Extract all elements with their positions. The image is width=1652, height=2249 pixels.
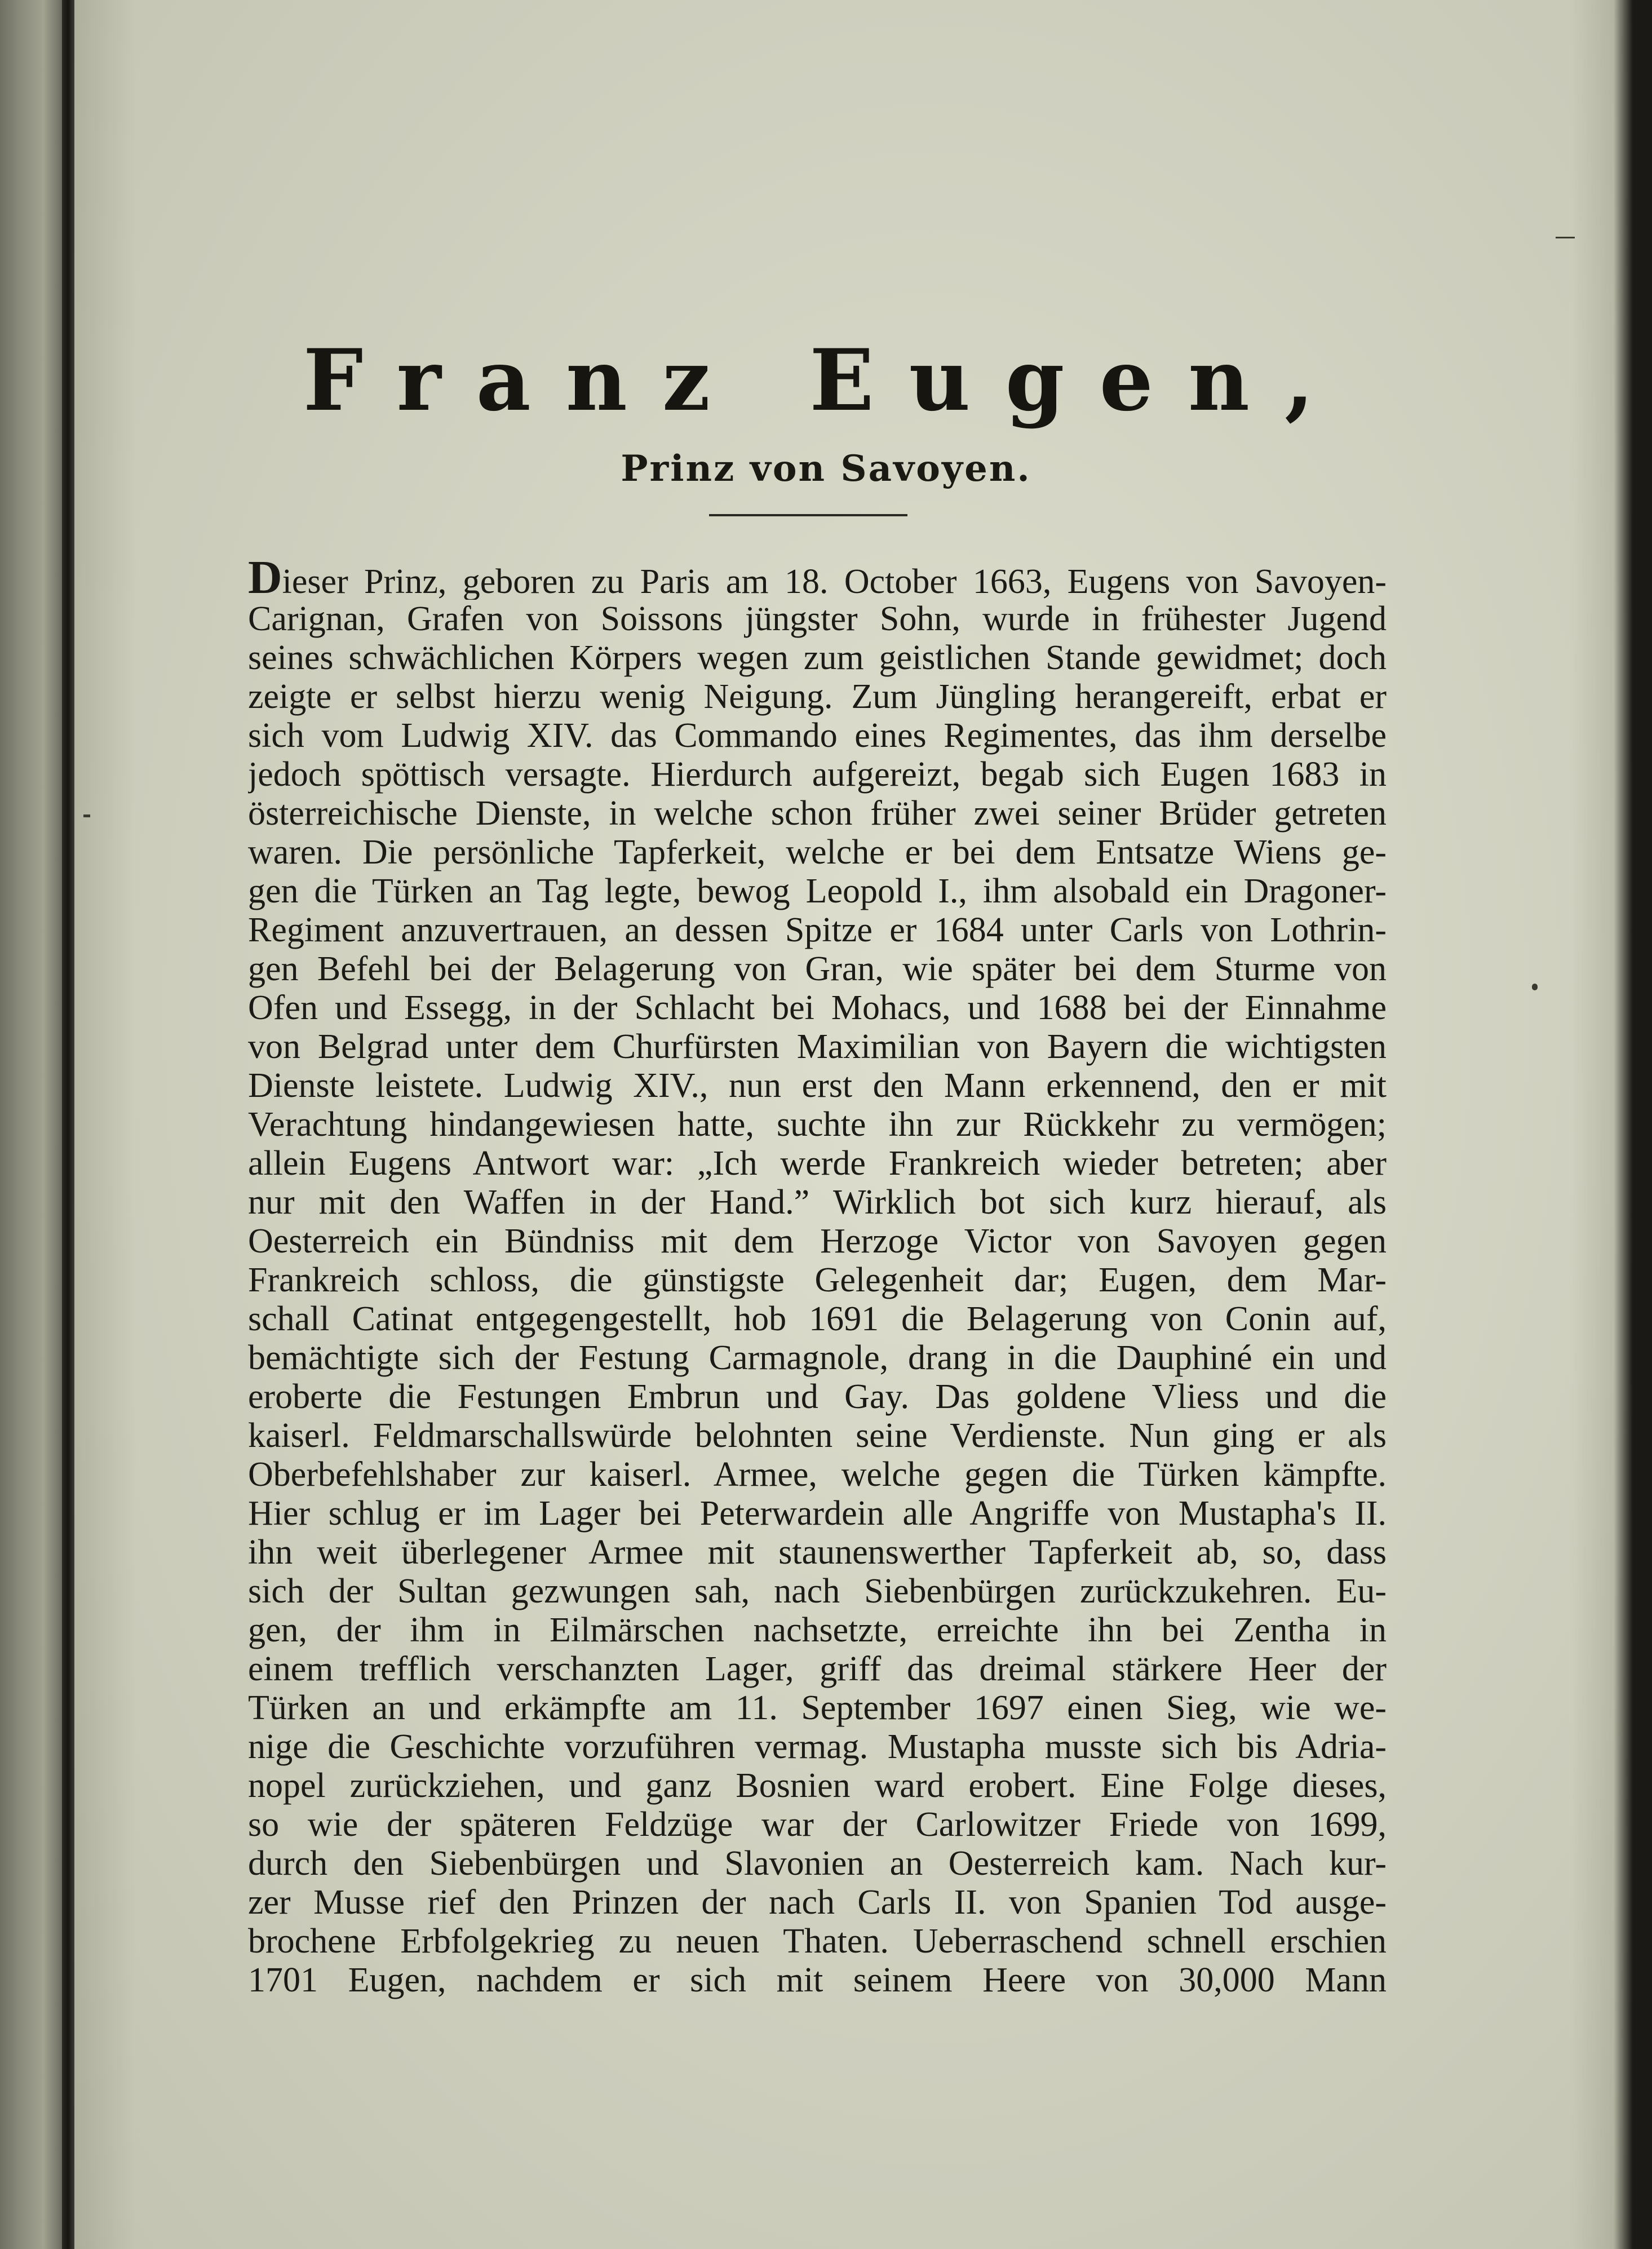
text-line: zeigte er selbst hierzu wenig Neigung. Zum Jüngling herangereift, erbat er — [248, 678, 1387, 716]
text-line: 1701 Eugen, nachdem er sich mit seinem Heere von 30,000 Mann — [248, 1961, 1387, 1999]
text-line: schall Catinat entgegengestellt, hob 1691 die Belagerung von Conin auf, — [248, 1300, 1387, 1338]
first-line-text: ieser Prinz, geboren zu Paris am 18. October 1663, Eugens von Savoyen- — [282, 563, 1387, 600]
text-line: kaiserl. Feldmarschallswürde belohnten seine Verdienste. Nun ging er als — [248, 1416, 1387, 1455]
text-line: bemächtigte sich der Festung Carmagnole, drang in die Dauphiné ein und — [248, 1339, 1387, 1377]
initial-letter: D — [248, 561, 282, 600]
text-line: waren. Die persönliche Tapferkeit, welche er bei dem Entsatze Wiens ge- — [248, 833, 1387, 871]
text-line: nopel zurückziehen, und ganz Bosnien ward erobert. Eine Folge dieses, — [248, 1767, 1387, 1805]
text-line: Verachtung hindangewiesen hatte, suchte ihn zur Rückkehr zu vermögen; — [248, 1105, 1387, 1144]
text-line-first — [248, 561, 1387, 600]
text-line: zer Musse rief den Prinzen der nach Carls II. von Spanien Tod ausge- — [248, 1883, 1387, 1922]
page-subtitle: Prinz von Savoyen. — [621, 448, 1031, 490]
text-line: Dienste leistete. Ludwig XIV., nun erst den Mann erkennend, den er mit — [248, 1066, 1387, 1105]
text-line: einem trefflich verschanzten Lager, griff das dreimal stärkere Heer der — [248, 1650, 1387, 1688]
text-line: seines schwächlichen Körpers wegen zum geistlichen Stande gewidmet; doch — [248, 639, 1387, 677]
text-line: sich der Sultan gezwungen sah, nach Siebenbürgen zurückzukehren. Eu- — [248, 1572, 1387, 1610]
text-line: nige die Geschichte vorzuführen vermag. Mustapha musste sich bis Adria- — [248, 1728, 1387, 1766]
text-line: Hier schlug er im Lager bei Peterwardein alle Angriffe von Mustapha's II. — [248, 1494, 1387, 1533]
text-line: sich vom Ludwig XIV. das Commando eines Regimentes, das ihm derselbe — [248, 716, 1387, 755]
text-line: Ofen und Essegg, in der Schlacht bei Mohacs, und 1688 bei der Einnahme — [248, 989, 1387, 1027]
margin-mark — [1556, 237, 1575, 238]
text-line: Regiment anzuvertrauen, an dessen Spitze er 1684 unter Carls von Lothrin- — [248, 911, 1387, 949]
text-line: nur mit den Waffen in der Hand.” Wirklich bot sich kurz hierauf, als — [248, 1183, 1387, 1221]
page-title: Franz Eugen, — [303, 331, 1349, 430]
binding-edge — [62, 0, 74, 2249]
page-edge-shadow — [1614, 0, 1633, 2249]
text-line: Carignan, Grafen von Soissons jüngster Sohn, wurde in frühester Jugend — [248, 600, 1387, 638]
text-line: eroberte die Festungen Embrun und Gay. Das goldene Vliess und die — [248, 1378, 1387, 1416]
margin-mark — [1532, 984, 1538, 990]
text-line: gen die Türken an Tag legte, bewog Leopold I., ihm alsobald ein Dragoner- — [248, 872, 1387, 910]
title-divider — [709, 514, 907, 516]
text-line: Oberbefehlshaber zur kaiserl. Armee, welche gegen die Türken kämpfte. — [248, 1455, 1387, 1494]
text-line: brochene Erbfolgekrieg zu neuen Thaten. Ueberraschend schnell erschien — [248, 1922, 1387, 1960]
margin-mark — [83, 814, 90, 817]
text-line: jedoch spöttisch versagte. Hierdurch aufgereizt, begab sich Eugen 1683 in — [248, 755, 1387, 794]
text-line: Oesterreich ein Bündniss mit dem Herzoge Victor von Savoyen gegen — [248, 1222, 1387, 1260]
text-line: gen Befehl bei der Belagerung von Gran, wie später bei dem Sturme von — [248, 950, 1387, 988]
text-line: Frankreich schloss, die günstigste Gelegenheit dar; Eugen, dem Mar- — [248, 1261, 1387, 1299]
text-line: gen, der ihm in Eilmärschen nachsetzte, erreichte ihn bei Zentha in — [248, 1611, 1387, 1649]
text-line: ihn weit überlegener Armee mit staunenswerther Tapferkeit ab, so, dass — [248, 1533, 1387, 1571]
body-text — [248, 561, 1387, 2000]
text-line: durch den Siebenbürgen und Slavonien an Oesterreich kam. Nach kur- — [248, 1844, 1387, 1883]
text-line: Türken an und erkämpfte am 11. September 1697 einen Sieg, wie we- — [248, 1689, 1387, 1727]
text-line: österreichische Dienste, in welche schon früher zwei seiner Brüder getreten — [248, 794, 1387, 833]
text-line: von Belgrad unter dem Churfürsten Maximilian von Bayern die wichtigsten — [248, 1028, 1387, 1066]
text-line: allein Eugens Antwort war: „Ich werde Frankreich wieder betreten; aber — [248, 1144, 1387, 1183]
text-line: so wie der späteren Feldzüge war der Carlowitzer Friede von 1699, — [248, 1805, 1387, 1844]
